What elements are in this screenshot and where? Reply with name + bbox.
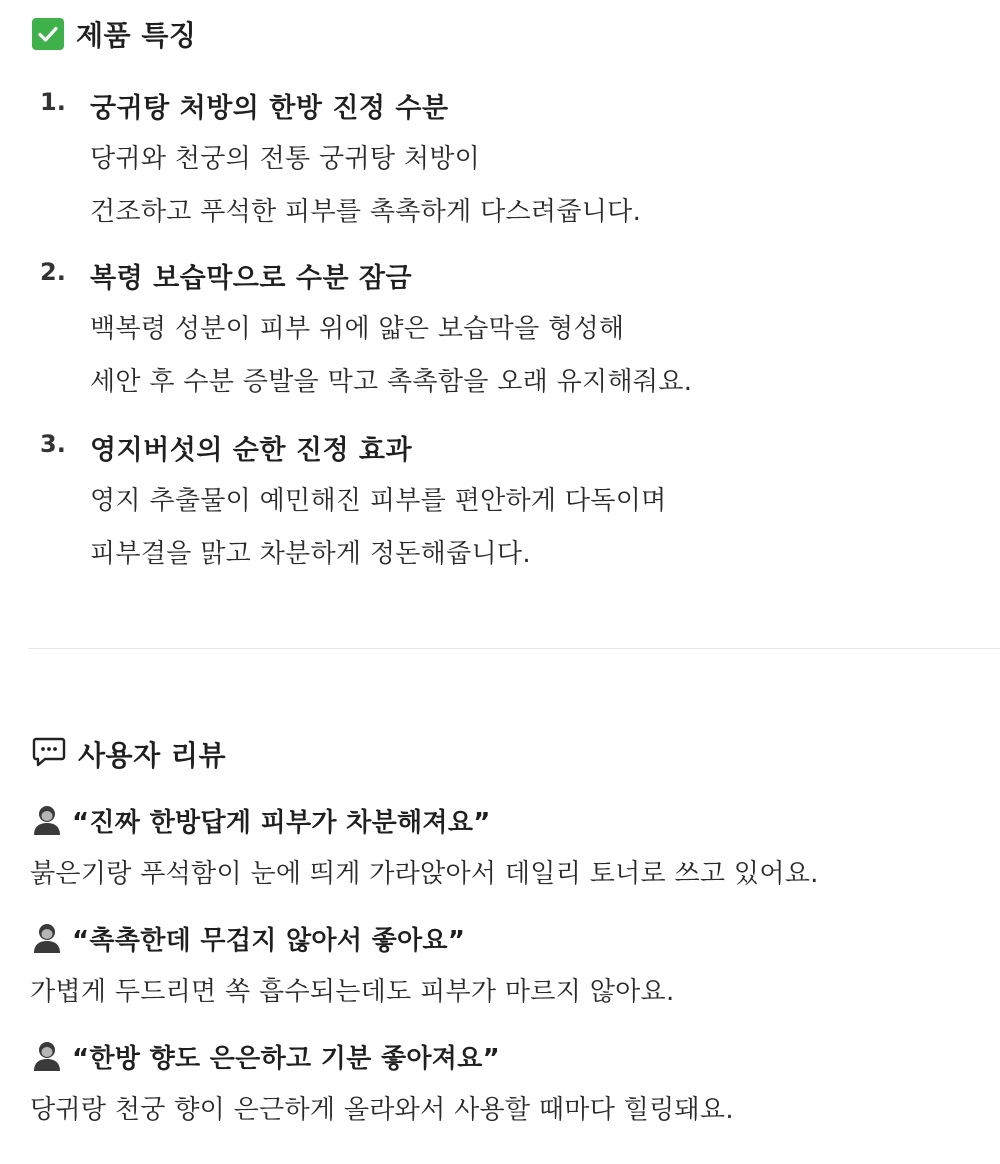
- review-title: “진짜 한방답게 피부가 차분해져요”: [72, 807, 491, 838]
- review-title: “한방 향도 은은하고 기분 좋아져요”: [72, 1043, 501, 1074]
- feature-description-line: 백복령 성분이 피부 위에 얇은 보습막을 형성해: [90, 314, 625, 344]
- feature-item: [40, 256, 980, 396]
- review-body: 가볍게 두드리면 쏙 흡수되는데도 피부가 마르지 않아요.: [30, 977, 675, 1007]
- feature-item: [40, 428, 980, 568]
- features-title: 제품 특징: [76, 19, 197, 52]
- review-body: 당귀랑 천궁 향이 은근하게 올라와서 사용할 때마다 힐링돼요.: [30, 1095, 734, 1125]
- feature-description-line: 건조하고 푸석한 피부를 촉촉하게 다스려줍니다.: [90, 197, 642, 227]
- section-divider: [28, 648, 1000, 649]
- person-icon: [32, 1040, 62, 1072]
- feature-title: 복령 보습막으로 수분 잠금: [90, 263, 413, 294]
- feature-description-line: 세안 후 수분 증발을 막고 촉촉함을 오래 유지해줘요.: [90, 367, 693, 397]
- review-title: “촉촉한데 무겁지 않아서 좋아요”: [72, 925, 466, 956]
- person-icon: [32, 804, 62, 836]
- feature-description-line: 당귀와 천궁의 전통 궁귀탕 처방이: [90, 144, 481, 174]
- feature-number: 1.: [40, 88, 66, 116]
- feature-number: 2.: [40, 258, 66, 286]
- feature-number: 3.: [40, 430, 66, 458]
- check-mark-button-icon: [32, 18, 64, 50]
- review-title-row: [32, 918, 465, 958]
- speech-bubble-icon: [32, 736, 66, 772]
- feature-item: [40, 86, 980, 226]
- feature-description-line: 영지 추출물이 예민해진 피부를 편안하게 다독이며: [90, 486, 667, 516]
- review-title-row: [32, 1036, 500, 1076]
- review-body: 붉은기랑 푸석함이 눈에 띄게 가라앉아서 데일리 토너로 쓰고 있어요.: [30, 859, 819, 889]
- feature-title: 궁귀탕 처방의 한방 진정 수분: [90, 93, 449, 124]
- feature-description-line: 피부결을 맑고 차분하게 정돈해줍니다.: [90, 539, 531, 569]
- reviews-title: 사용자 리뷰: [78, 739, 226, 772]
- review-title-row: [32, 800, 491, 840]
- person-icon: [32, 922, 62, 954]
- feature-title: 영지버섯의 순한 진정 효과: [90, 435, 413, 466]
- reviews-header: [32, 734, 226, 774]
- features-header: [32, 14, 196, 54]
